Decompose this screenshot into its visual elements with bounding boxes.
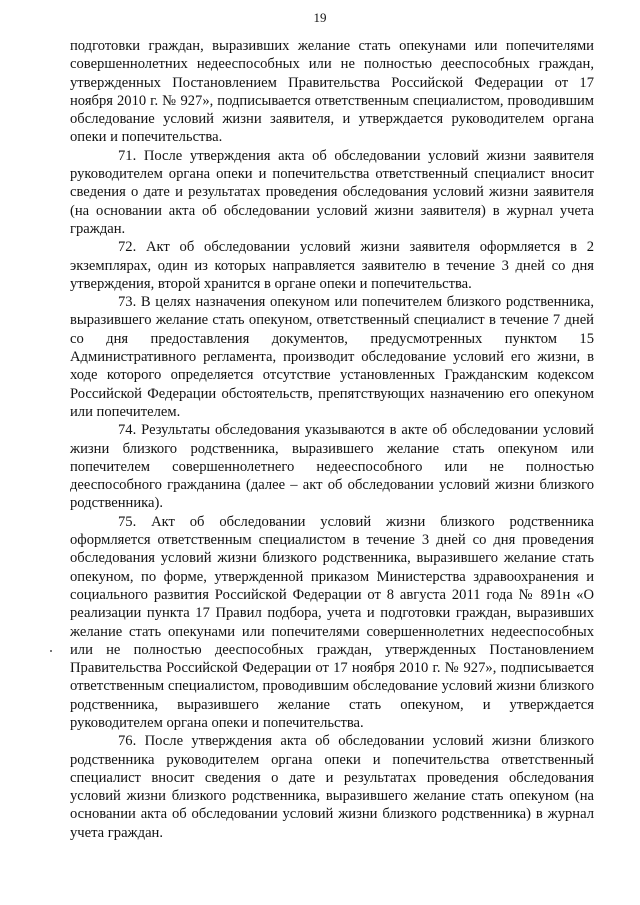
margin-dot (50, 650, 52, 652)
document-body (70, 37, 594, 842)
page-number: 19 (313, 10, 327, 25)
paragraph-73: 73. В целях назначения опекуном или попечителем близкого родственника, выразившего желание стать опекуном, ответственный специалист в течение 7 дней со дня предоставления документов, предусмотренных пунктом 15 Административного регламента, производит обследование условий его жизни, в ходе которого определяется отсутствие установленных Гражданским кодексом Российской Федерации обстоятельств, препятствующих назначению его опекуном или попечителем. (70, 294, 594, 420)
paragraph-76: 76. После утверждения акта об обследовании условий жизни близкого родственника руководителем органа опеки и попечительства ответственный специалист вносит сведения о дате и результатах проведения обследования условий жизни близкого родственника, выразившего желание стать опекуном (на основании акта об обследовании условий жизни близкого родственника) в журнал учета граждан. (70, 733, 594, 841)
paragraph-75: 75. Акт об обследовании условий жизни близкого родственника оформляется ответственным специалистом в течение 3 дней со дня проведения обследования условий жизни близкого родственника, выразившего желание стать опекуном, по форме, утвержденной приказом Министерства здравоохранения и социального развития Российской Федерации от 8 августа 2011 года № 891н «О реализации пункта 17 Правил подбора, учета и подготовки граждан, выразивших желание стать опекунами или попечителями совершеннолетних недееспособных или не полностью дееспособных граждан, утвержденных Постановлением Правительства Российской Федерации от 17 ноября 2010 г. № 927», подписывается ответственным специалистом, проводившим обследование условий жизни близкого родственника, выразившего желание стать опекуном, и утверждается руководителем органа опеки и попечительства. (70, 513, 594, 731)
paragraph-72: 72. Акт об обследовании условий жизни заявителя оформляется в 2 экземплярах, один из которых направляется заявителю в течение 3 дней со дня утверждения, второй хранится в органе опеки и попечительства. (70, 239, 594, 292)
paragraph-74: 74. Результаты обследования указываются в акте об обследовании условий жизни близкого родственника, выразившего желание стать опекуном или попечителем совершеннолетнего недееспособного или не полностью дееспособного гражданина (далее – акт об обследовании условий жизни близкого родственника). (70, 422, 594, 512)
paragraph-70-continuation: подготовки граждан, выразивших желание стать опекунами или попечителями совершеннолетних недееспособных или не полностью дееспособных граждан, утвержденных Постановлением Правительства Российской Федерации от 17 ноября 2010 г. № 927», подписывается ответственным специалистом, проводившим обследование условий жизни заявителя, и утверждается руководителем органа опеки и попечительства. (70, 38, 594, 146)
paragraph-71: 71. После утверждения акта об обследовании условий жизни заявителя руководителем органа опеки и попечительства ответственный специалист вносит сведения о дате и результатах проведения обследования условий жизни заявителя (на основании акта об обследовании условий жизни заявителя) в журнал учета граждан. (70, 147, 594, 237)
